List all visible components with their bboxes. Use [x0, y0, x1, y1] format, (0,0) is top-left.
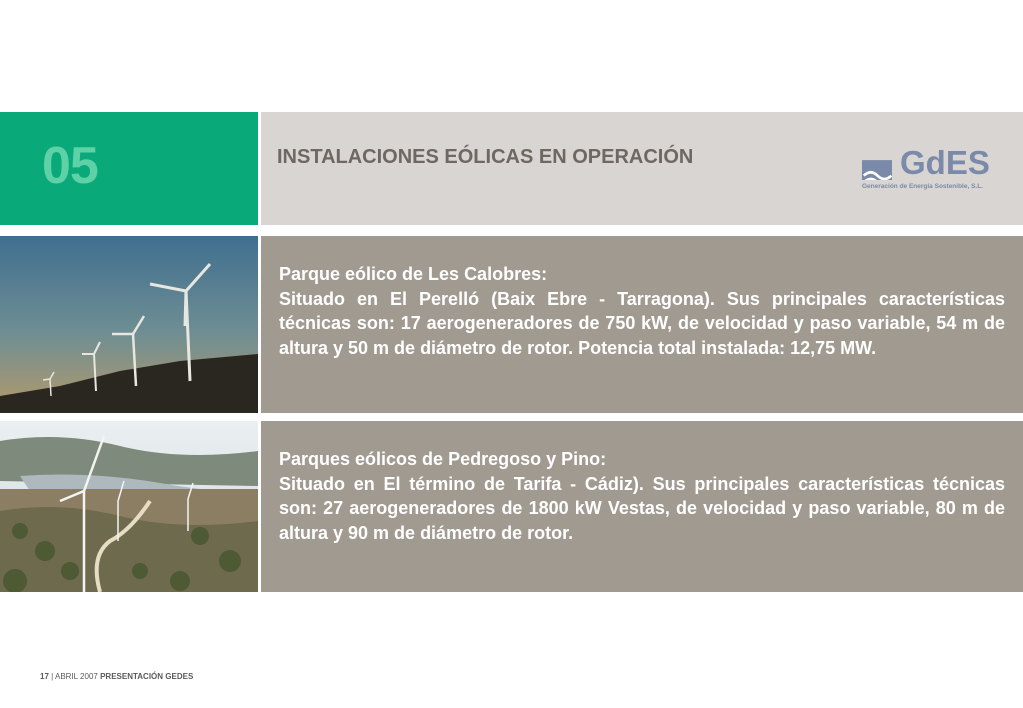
panel-body: Situado en El Perelló (Baix Ebre - Tarragona). Sus principales características técnicas son: 17 aerogeneradores de 750 kW, de velocidad y paso variable, 54 m de altura y 50 m de diámetro de rotor. Potencia total instalada: 12,75 MW.	[279, 288, 1005, 358]
footer-label: PRESENTACIÓN GEDES	[100, 672, 194, 681]
info-panel-1	[261, 236, 1023, 413]
logo-subtitle: Generación de Energía Sostenible, S.L.	[862, 183, 984, 190]
panel-title: Parques eólicos de Pedregoso y Pino:	[279, 449, 607, 469]
wind-turbines-photo-1	[0, 236, 258, 413]
footer-separator: |	[51, 672, 54, 681]
panel-title: Parque eólico de Les Calobres:	[279, 264, 548, 284]
logo-text: GdES	[900, 144, 990, 181]
page-title: INSTALACIONES EÓLICAS EN OPERACIÓN	[277, 146, 694, 168]
section-number-block	[0, 112, 258, 225]
footer	[40, 672, 193, 681]
section-number: 05	[42, 137, 98, 195]
panel-body: Situado en El término de Tarifa - Cádiz). Sus principales características técnicas son: 27 aerogeneradores de 1800 kW Vestas, de velocidad y paso variable, 80 m de altura y 90 m de diámetro de rotor.	[279, 473, 1005, 543]
page-number: 17	[40, 672, 49, 681]
footer-date: ABRIL 2007	[55, 672, 98, 681]
wind-farm-photo-2	[0, 421, 258, 592]
wave-logo-icon	[862, 150, 892, 180]
info-panel-2	[261, 421, 1023, 592]
